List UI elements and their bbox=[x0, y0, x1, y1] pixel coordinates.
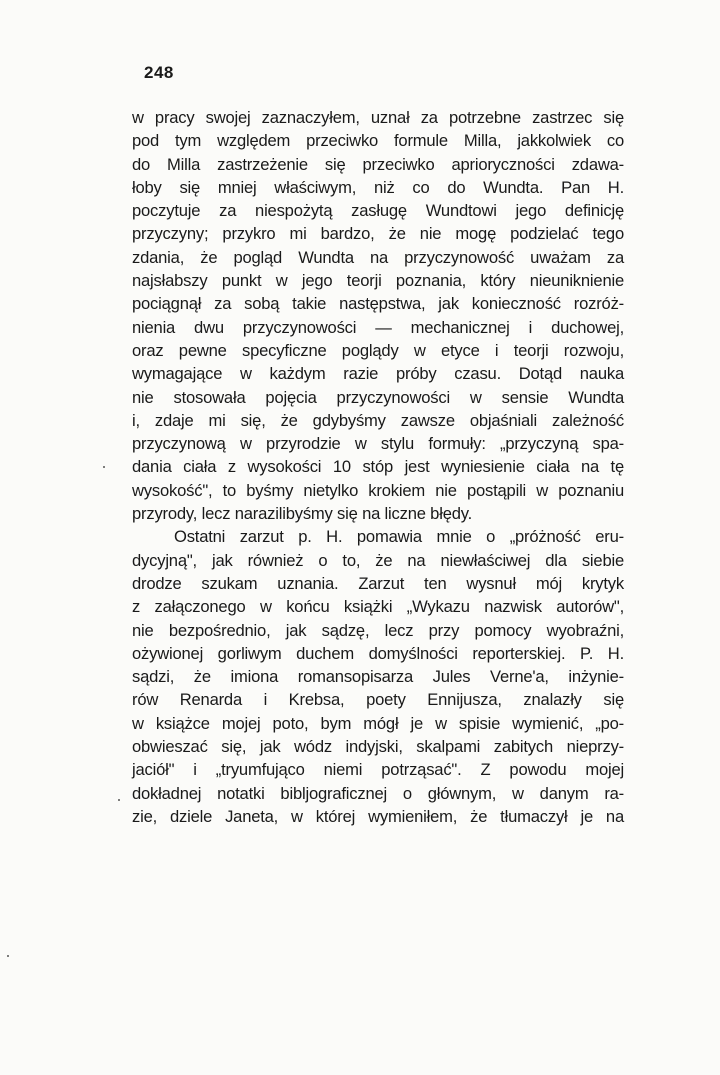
text-line: pod tym względem przeciwko formule Milla, jakkolwiek co bbox=[132, 131, 624, 151]
text-line: dokładnej notatki bibljograficznej o głównym, w danym ra- bbox=[132, 783, 624, 803]
text-line: najsłabszy punkt w jego teorji poznania, który nieuniknienie bbox=[132, 271, 624, 291]
text-line: łoby się mniej właściwym, niż co do Wundta. Pan H. bbox=[132, 177, 624, 197]
text-line: drodze szukam uznania. Zarzut ten wysnuł mój krytyk bbox=[132, 573, 624, 593]
text-line: wymagające w każdym razie próby czasu. Dotąd nauka bbox=[132, 364, 624, 384]
text-line: pociągnął za sobą takie następstwa, jak konieczność rozróż- bbox=[132, 294, 624, 314]
text-line: nie stosowała pojęcia przyczynowości w sensie Wundta bbox=[132, 387, 624, 407]
text-line: obwieszać się, jak wódz indyjski, skalpami zabitych nieprzy- bbox=[132, 737, 624, 757]
text-line: jaciół" i „tryumfująco niemi potrząsać". Z powodu mojej bbox=[132, 760, 624, 780]
scan-speck bbox=[103, 466, 105, 468]
text-line: dania ciała z wysokości 10 stóp jest wyniesienie ciała na tę bbox=[132, 457, 624, 477]
text-line: sądzi, że imiona romansopisarza Jules Verne'a, inżynie- bbox=[132, 667, 624, 687]
text-line: z załączonego w końcu książki „Wykazu nazwisk autorów", bbox=[132, 597, 624, 617]
text-line: w książce mojej poto, bym mógł je w spisie wymienić, „po- bbox=[132, 713, 624, 733]
text-line: rów Renarda i Krebsa, poety Ennijusza, znalazły się bbox=[132, 690, 624, 710]
text-line: wysokość", to byśmy nietylko krokiem nie postąpili w poznaniu bbox=[132, 480, 624, 500]
text-line: nie bezpośrednio, jak sądzę, lecz przy pomocy wyobraźni, bbox=[132, 620, 624, 640]
text-line: ożywionej gorliwym duchem domyślności reporterskiej. P. H. bbox=[132, 643, 624, 663]
text-line: do Milla zastrzeżenie się przeciwko aprioryczności zdawa- bbox=[132, 154, 624, 174]
text-line: poczytuje za niespożytą zasługę Wundtowi jego definicję bbox=[132, 201, 624, 221]
page-number: 248 bbox=[144, 63, 174, 82]
text-line: Ostatni zarzut p. H. pomawia mnie o „próżność eru- bbox=[174, 527, 624, 547]
text-line: zdania, że pogląd Wundta na przyczynowość uważam za bbox=[132, 247, 624, 267]
text-line: w pracy swojej zaznaczyłem, uznał za potrzebne zastrzec się bbox=[132, 108, 624, 127]
text-line: zie, dziele Janeta, w której wymieniłem, że tłumaczył je na bbox=[132, 806, 624, 826]
text-line: przyczynową w przyrodzie w stylu formuły: „przyczyną spa- bbox=[132, 434, 624, 454]
text-line: nienia dwu przyczynowości — mechanicznej i duchowej, bbox=[132, 317, 624, 337]
body-text bbox=[132, 106, 624, 828]
text-line: i, zdaje mi się, że gdybyśmy zawsze objaśniali zależność bbox=[132, 410, 624, 430]
text-line: przyczyny; przykro mi bardzo, że nie mogę podzielać tego bbox=[132, 224, 624, 244]
text-line: oraz pewne specyficzne poglądy w etyce i teorji rozwoju, bbox=[132, 340, 624, 360]
scan-speck bbox=[118, 799, 120, 801]
text-line: przyrody, lecz narazilibyśmy się na liczne błędy. bbox=[132, 504, 473, 524]
text-line: dycyjną", jak również o to, że na niewłaściwej dla siebie bbox=[132, 550, 624, 570]
scan-speck bbox=[7, 955, 9, 957]
